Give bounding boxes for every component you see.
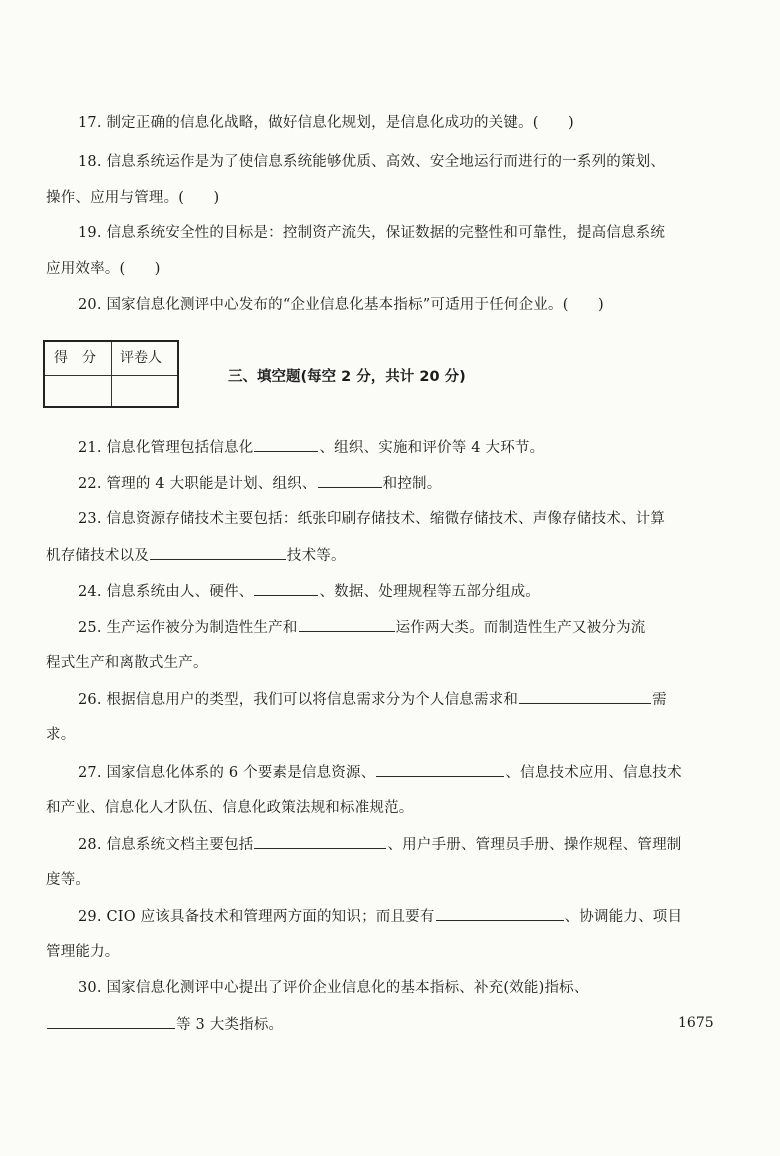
question-25-line-1 bbox=[78, 617, 645, 638]
question-26-text: 需 bbox=[652, 692, 667, 708]
question-28-text: 28. 信息系统文档主要包括 bbox=[78, 837, 254, 853]
question-22 bbox=[78, 473, 441, 494]
question-28-text: 、用户手册、管理员手册、操作规程、管理制 bbox=[387, 837, 682, 853]
question-18-line-2: 操作、应用与管理。( ) bbox=[46, 190, 220, 206]
question-27-text: 、信息技术应用、信息技术 bbox=[505, 765, 682, 781]
question-24 bbox=[78, 581, 540, 602]
grader-label: 评卷人 bbox=[120, 350, 162, 366]
question-24-text: 、数据、处理规程等五部分组成。 bbox=[319, 584, 540, 600]
score-table-divider bbox=[111, 342, 112, 406]
answer-blank[interactable] bbox=[376, 762, 504, 777]
question-28-line-1 bbox=[78, 834, 681, 855]
score-table bbox=[43, 340, 179, 408]
question-21 bbox=[78, 437, 544, 458]
score-label: 得 分 bbox=[54, 350, 96, 366]
question-24-text: 24. 信息系统由人、硬件、 bbox=[78, 584, 254, 600]
question-27-text: 27. 国家信息化体系的 6 个要素是信息资源、 bbox=[78, 765, 376, 781]
question-27-line-1 bbox=[78, 762, 682, 783]
question-18-line-1: 18. 信息系统运作是为了使信息系统能够优质、高效、安全地运行而进行的一系列的策划、 bbox=[78, 154, 666, 170]
question-17: 17. 制定正确的信息化战略，做好信息化规划，是信息化成功的关键。( ) bbox=[78, 115, 574, 131]
answer-blank[interactable] bbox=[299, 617, 395, 632]
answer-blank[interactable] bbox=[47, 1014, 175, 1029]
answer-blank[interactable] bbox=[254, 834, 386, 849]
question-20: 20. 国家信息化测评中心发布的“企业信息化基本指标”可适用于任何企业。( ) bbox=[78, 297, 604, 313]
question-29-line-2: 管理能力。 bbox=[46, 944, 120, 960]
question-23-line-2 bbox=[46, 545, 346, 566]
answer-blank[interactable] bbox=[150, 545, 286, 560]
question-30-line-2 bbox=[46, 1014, 283, 1035]
question-26-line-2: 求。 bbox=[46, 727, 76, 743]
question-28-line-2: 度等。 bbox=[46, 872, 91, 888]
question-29-text: 29. CIO 应该具备技术和管理两方面的知识；而且要有 bbox=[78, 909, 435, 925]
answer-blank[interactable] bbox=[254, 437, 318, 452]
question-23-line-1: 23. 信息资源存储技术主要包括：纸张印刷存储技术、缩微存储技术、声像存储技术、计算 bbox=[78, 511, 666, 527]
question-19-line-1: 19. 信息系统安全性的目标是：控制资产流失，保证数据的完整性和可靠性，提高信息系统 bbox=[78, 225, 666, 241]
question-26-text: 26. 根据信息用户的类型，我们可以将信息需求分为个人信息需求和 bbox=[78, 692, 519, 708]
page-number: 1675 bbox=[678, 1015, 714, 1031]
question-25-text: 运作两大类。而制造性生产又被分为流 bbox=[395, 620, 646, 636]
question-29-line-1 bbox=[78, 906, 682, 927]
question-21-text: 21. 信息化管理包括信息化 bbox=[78, 440, 254, 456]
question-25-line-2: 程式生产和离散式生产。 bbox=[46, 655, 208, 671]
question-23-text: 机存储技术以及 bbox=[46, 548, 149, 564]
section-title: 三、填空题(每空 2 分，共计 20 分) bbox=[228, 369, 466, 385]
question-29-text: 、协调能力、项目 bbox=[564, 909, 683, 925]
question-30-text: 等 3 大类指标。 bbox=[176, 1017, 284, 1033]
question-23-text: 技术等。 bbox=[286, 548, 346, 564]
question-26-line-1 bbox=[78, 689, 667, 710]
answer-blank[interactable] bbox=[519, 689, 651, 704]
answer-blank[interactable] bbox=[254, 581, 318, 596]
question-25-text: 25. 生产运作被分为制造性生产和 bbox=[78, 620, 298, 636]
question-19-line-2: 应用效率。( ) bbox=[46, 261, 161, 277]
answer-blank[interactable] bbox=[436, 906, 564, 921]
question-22-text: 和控制。 bbox=[382, 476, 442, 492]
question-22-text: 22. 管理的 4 大职能是计划、组织、 bbox=[78, 476, 317, 492]
question-30-line-1: 30. 国家信息化测评中心提出了评价企业信息化的基本指标、补充(效能)指标、 bbox=[78, 980, 589, 996]
answer-blank[interactable] bbox=[318, 473, 382, 488]
question-21-text: 、组织、实施和评价等 4 大环节。 bbox=[319, 440, 545, 456]
question-27-line-2: 和产业、信息化人才队伍、信息化政策法规和标准规范。 bbox=[46, 800, 414, 816]
